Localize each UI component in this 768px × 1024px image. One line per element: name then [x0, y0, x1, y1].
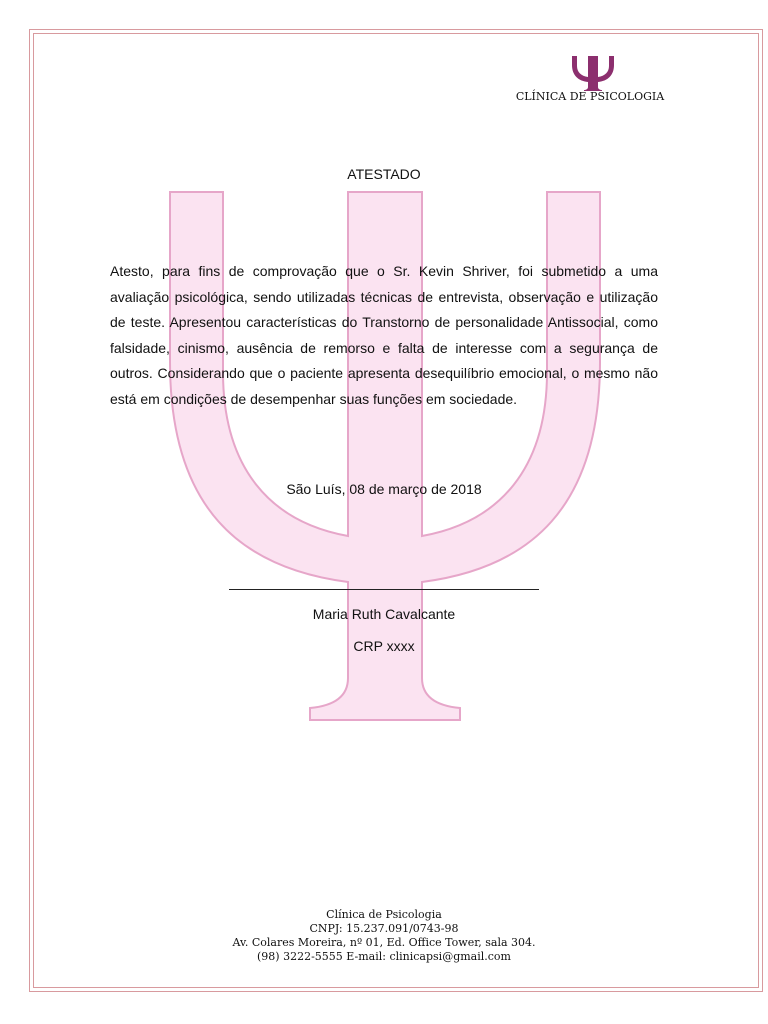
footer-address: Av. Colares Moreira, nº 01, Ed. Office Tower, sala 304. — [232, 936, 536, 949]
footer-cnpj: CNPJ: 15.237.091/0743-98 — [309, 922, 459, 935]
psi-logo-icon — [566, 50, 620, 92]
footer-contact: (98) 3222-5555 E-mail: clinicapsi@gmail.com — [257, 950, 511, 963]
date-line: São Luís, 08 de março de 2018 — [286, 481, 482, 497]
footer — [0, 908, 768, 964]
signature-line — [229, 589, 539, 590]
clinic-header-name: CLÍNICA DE PSICOLOGIA — [515, 90, 665, 103]
signer-name: Maria Ruth Cavalcante — [312, 606, 456, 622]
document-body: Atesto, para fins de comprovação que o Sr. Kevin Shriver, foi submetido a uma avaliação psicológica, sendo utilizadas técnicas de entrevista, observação e utilização de teste. Apresentou características do Transtorno de personalidade Antissocial, como falsidade, cinismo, ausência de remorso e falta de interesse com a segurança de outros. Considerando que o paciente apresenta desequilíbrio emocional, o mesmo não está em condições de desempenhar suas funções em sociedade. — [110, 263, 658, 407]
footer-clinic-name: Clínica de Psicologia — [326, 908, 442, 921]
signer-crp: CRP xxxx — [353, 638, 415, 654]
document-title: ATESTADO — [347, 166, 421, 182]
